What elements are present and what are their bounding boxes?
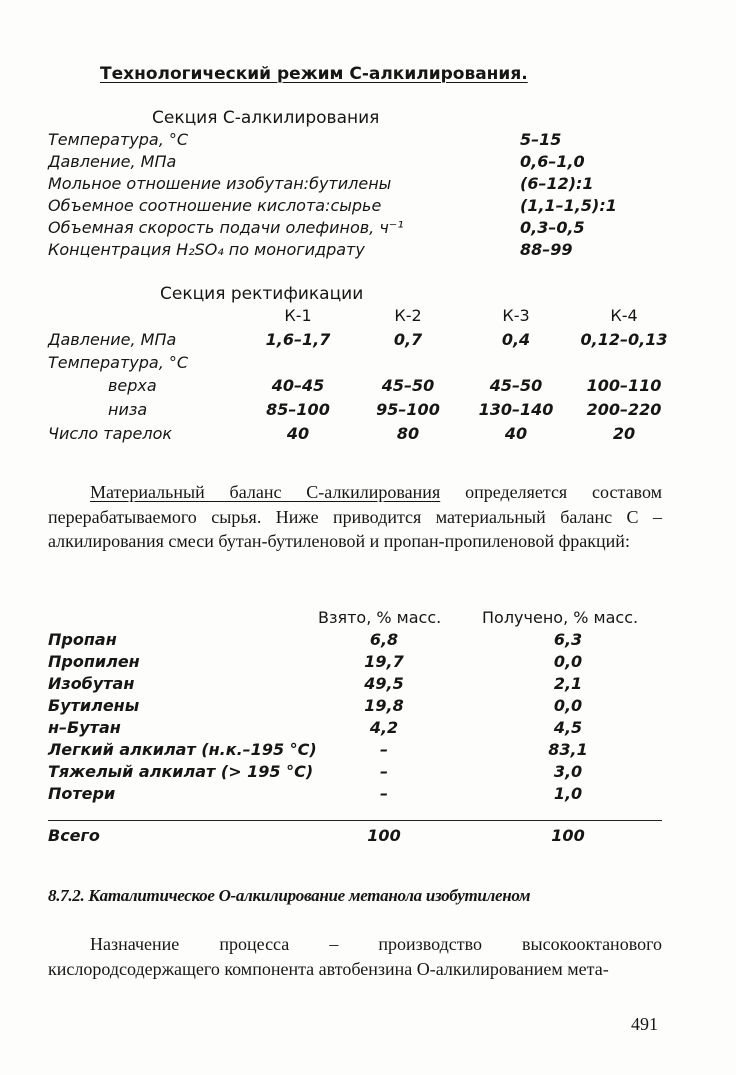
row-label: Легкий алкилат (н.к.–195 °С) xyxy=(48,740,317,759)
cell-received: 1,0 xyxy=(553,784,583,803)
column-header-k2: К-2 xyxy=(394,306,422,325)
cell: 0,7 xyxy=(393,330,423,349)
cell: 100–110 xyxy=(586,376,662,395)
row-label: Тяжелый алкилат (> 195 °С) xyxy=(48,762,314,781)
table-divider xyxy=(48,820,662,821)
cell-taken: 4,2 xyxy=(369,718,399,737)
cell-received: 83,1 xyxy=(548,740,588,759)
cell: 85–100 xyxy=(266,400,330,419)
cell-received: 2,1 xyxy=(553,674,583,693)
table-row xyxy=(48,762,688,784)
total-label: Всего xyxy=(48,826,100,845)
param-row xyxy=(48,218,668,240)
cell-taken: 19,7 xyxy=(364,652,404,671)
process-purpose-paragraph: Назначение процесса – производство высокооктанового кислородсодержащего компонента автобензина О-алкилированием мета- xyxy=(48,934,662,979)
cell: 45–50 xyxy=(381,376,435,395)
param-label: Объемное соотношение кислота:сырье xyxy=(48,196,382,215)
param-value: 5–15 xyxy=(520,130,562,149)
paragraph-text: определяется составом перерабатываемого сырья. Ниже приводится материальный баланс С – алкилирования смеси бутан-бутиленовой и пропан-пропиленовой фракций: xyxy=(48,482,662,551)
column-header-received: Получено, % масс. xyxy=(482,608,639,627)
cell-taken: – xyxy=(380,740,388,759)
page-title: Технологический режим С-алкилирования. xyxy=(100,64,528,84)
param-label: Мольное отношение изобутан:бутилены xyxy=(48,174,392,193)
row-label: Пропан xyxy=(48,630,117,649)
row-label: Давление, МПа xyxy=(48,330,177,349)
param-value: 88–99 xyxy=(520,240,573,259)
column-header-taken: Взято, % масс. xyxy=(318,608,442,627)
cell: 0,12–0,13 xyxy=(580,330,668,349)
table-row xyxy=(48,400,688,424)
row-label: низа xyxy=(108,400,148,419)
cell: 80 xyxy=(396,424,420,443)
total-row xyxy=(48,826,688,848)
param-label: Объемная скорость подачи олефинов, ч⁻¹ xyxy=(48,218,404,237)
param-row xyxy=(48,196,668,218)
table-row xyxy=(48,630,688,652)
table-row xyxy=(48,330,688,354)
cell: 0,4 xyxy=(501,330,531,349)
cell-taken: – xyxy=(380,762,388,781)
table-row xyxy=(48,674,688,696)
row-label: Пропилен xyxy=(48,652,140,671)
column-header-k3: К-3 xyxy=(502,306,530,325)
cell-received: 6,3 xyxy=(553,630,583,649)
section-c-alkylation-heading: Секция С-алкилирования xyxy=(152,108,380,128)
cell: 40–45 xyxy=(271,376,325,395)
section-rectification-heading: Секция ректификации xyxy=(160,284,364,304)
row-label: Бутилены xyxy=(48,696,140,715)
table-row xyxy=(48,784,688,806)
cell-received: 4,5 xyxy=(553,718,583,737)
table-row xyxy=(48,376,688,400)
row-label: Потери xyxy=(48,784,116,803)
cell-received: 3,0 xyxy=(553,762,583,781)
column-header-k4: К-4 xyxy=(610,306,638,325)
cell: 45–50 xyxy=(489,376,543,395)
cell-taken: 49,5 xyxy=(364,674,404,693)
cell: 20 xyxy=(612,424,636,443)
cell-received: 0,0 xyxy=(553,696,583,715)
column-header-k1: К-1 xyxy=(284,306,312,325)
param-row xyxy=(48,174,668,196)
param-value: (1,1–1,5):1 xyxy=(520,196,617,215)
param-label: Концентрация H₂SO₄ по моногидрату xyxy=(48,240,365,259)
row-label: Число тарелок xyxy=(48,424,173,443)
param-row xyxy=(48,240,668,262)
table-row xyxy=(48,353,688,377)
table-row xyxy=(48,696,688,718)
param-row xyxy=(48,130,668,152)
total-received: 100 xyxy=(551,826,585,845)
param-value: (6–12):1 xyxy=(520,174,594,193)
param-label: Температура, °С xyxy=(48,130,189,149)
cell-taken: 6,8 xyxy=(369,630,399,649)
table-row xyxy=(48,652,688,674)
cell-received: 0,0 xyxy=(553,652,583,671)
row-label: верха xyxy=(108,376,157,395)
row-label: н–Бутан xyxy=(48,718,121,737)
page-number: 491 xyxy=(631,1014,658,1034)
row-label: Изобутан xyxy=(48,674,135,693)
section-heading: 8.7.2. Каталитическое О-алкилирование метанола изобутиленом xyxy=(48,886,531,905)
underlined-phrase: Материальный баланс С-алкилирования xyxy=(90,482,441,502)
param-value: 0,6–1,0 xyxy=(520,152,585,171)
cell-taken: 19,8 xyxy=(364,696,404,715)
cell: 1,6–1,7 xyxy=(265,330,331,349)
row-label: Температура, °С xyxy=(48,353,189,372)
param-label: Давление, МПа xyxy=(48,152,177,171)
cell-taken: – xyxy=(380,784,388,803)
param-row xyxy=(48,152,668,174)
param-value: 0,3–0,5 xyxy=(520,218,585,237)
cell: 130–140 xyxy=(478,400,554,419)
material-balance-paragraph xyxy=(48,480,662,554)
cell: 40 xyxy=(286,424,310,443)
table-row xyxy=(48,424,688,448)
total-taken: 100 xyxy=(367,826,401,845)
table-row xyxy=(48,718,688,740)
cell: 95–100 xyxy=(376,400,440,419)
cell: 40 xyxy=(504,424,528,443)
cell: 200–220 xyxy=(586,400,662,419)
table-row xyxy=(48,740,688,762)
